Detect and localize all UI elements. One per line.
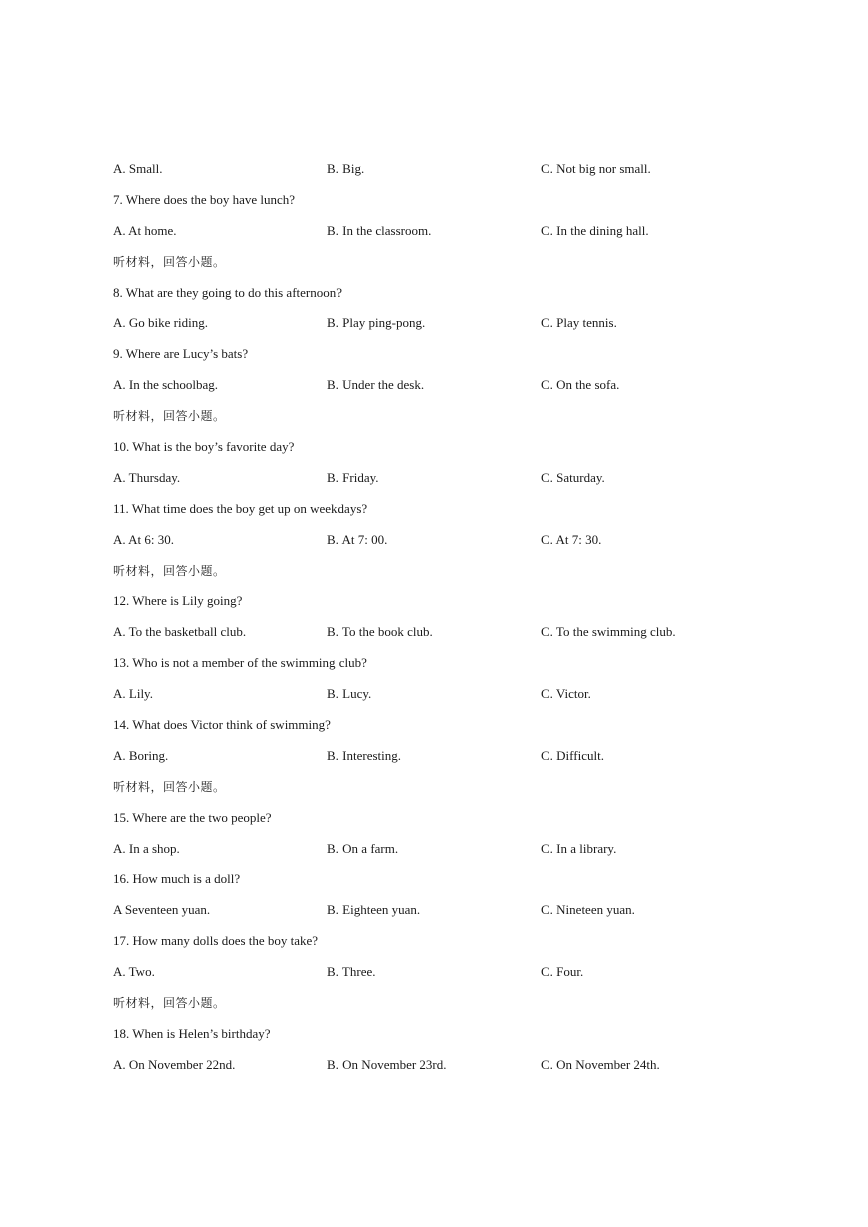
option-c: C. Difficult.	[541, 747, 604, 763]
option-b: B. To the book club.	[327, 624, 433, 640]
option-a: A. Boring.	[113, 747, 169, 763]
question-text: 15. Where are the two people?	[113, 809, 272, 825]
option-b: B. Play ping-pong.	[327, 315, 426, 331]
question-text: 13. Who is not a member of the swimming club?	[113, 655, 367, 671]
question-text: 7. Where does the boy have lunch?	[113, 191, 296, 207]
answer-options	[113, 901, 753, 932]
option-c: C. Nineteen yuan.	[541, 902, 635, 918]
option-b: B. Interesting.	[327, 747, 402, 763]
option-a: A. In the schoolbag.	[113, 377, 219, 393]
answer-options	[113, 376, 753, 407]
option-c: C. Victor.	[541, 686, 591, 702]
option-c: C. In the dining hall.	[541, 222, 649, 238]
listening-instruction: 听材料，回答小题。	[113, 996, 226, 1011]
option-b: B. Big.	[327, 161, 365, 176]
answer-options	[113, 963, 753, 994]
question-text: 9. Where are Lucy’s bats?	[113, 346, 249, 362]
option-b: B. Friday.	[327, 469, 379, 485]
option-a: A. Two.	[113, 964, 155, 980]
option-c: C. On the sofa.	[541, 377, 620, 393]
option-c: C. At 7: 30.	[541, 531, 602, 547]
question-text: 8. What are they going to do this afternoon?	[113, 284, 343, 300]
answer-options	[113, 840, 753, 871]
question-text: 16. How much is a doll?	[113, 871, 241, 887]
option-a: A. To the basketball club.	[113, 624, 247, 640]
option-a: A. In a shop.	[113, 840, 180, 856]
question-text: 17. How many dolls does the boy take?	[113, 933, 319, 949]
option-b: B. On a farm.	[327, 840, 399, 856]
listening-section	[113, 160, 753, 1087]
option-a: A. At 6: 30.	[113, 531, 175, 547]
option-b: B. Three.	[327, 964, 376, 980]
option-c: C. Not big nor small.	[541, 161, 651, 176]
option-a: A. On November 22nd.	[113, 1056, 236, 1072]
answer-options	[113, 1056, 753, 1087]
answer-options	[113, 314, 753, 345]
question-text: 12. Where is Lily going?	[113, 593, 243, 609]
option-c: C. On November 24th.	[541, 1056, 660, 1072]
option-a: A. Go bike riding.	[113, 315, 208, 331]
option-b: B. On November 23rd.	[327, 1056, 447, 1072]
option-b: B. Under the desk.	[327, 377, 425, 393]
option-c: C. To the swimming club.	[541, 624, 676, 640]
option-c: C. Saturday.	[541, 469, 605, 485]
option-c: C. Four.	[541, 964, 584, 980]
listening-instruction: 听材料，回答小题。	[113, 409, 226, 424]
option-b: B. In the classroom.	[327, 222, 432, 238]
option-b: B. At 7: 00.	[327, 531, 388, 547]
listening-instruction: 听材料，回答小题。	[113, 254, 226, 269]
option-a: A Seventeen yuan.	[113, 902, 211, 918]
option-c: C. In a library.	[541, 840, 617, 856]
question-text: 10. What is the boy’s favorite day?	[113, 439, 295, 455]
question-text: 14. What does Victor think of swimming?	[113, 717, 331, 733]
option-b: B. Eighteen yuan.	[327, 902, 421, 918]
answer-options	[113, 531, 753, 562]
option-a: A. At home.	[113, 222, 177, 238]
option-a: A. Lily.	[113, 686, 153, 702]
option-b: B. Lucy.	[327, 686, 372, 702]
question-text: 11. What time does the boy get up on weekdays?	[113, 500, 368, 516]
question-text: 18. When is Helen’s birthday?	[113, 1025, 271, 1041]
listening-instruction: 听材料，回答小题。	[113, 563, 226, 578]
answer-options	[113, 222, 753, 253]
answer-options	[113, 623, 753, 654]
answer-options	[113, 747, 753, 778]
option-c: C. Play tennis.	[541, 315, 617, 331]
listening-instruction: 听材料，回答小题。	[113, 779, 226, 794]
option-a: A. Thursday.	[113, 469, 181, 485]
answer-options	[113, 685, 753, 716]
answer-options	[113, 469, 753, 500]
answer-options	[113, 160, 753, 191]
option-a: A. Small.	[113, 161, 163, 176]
